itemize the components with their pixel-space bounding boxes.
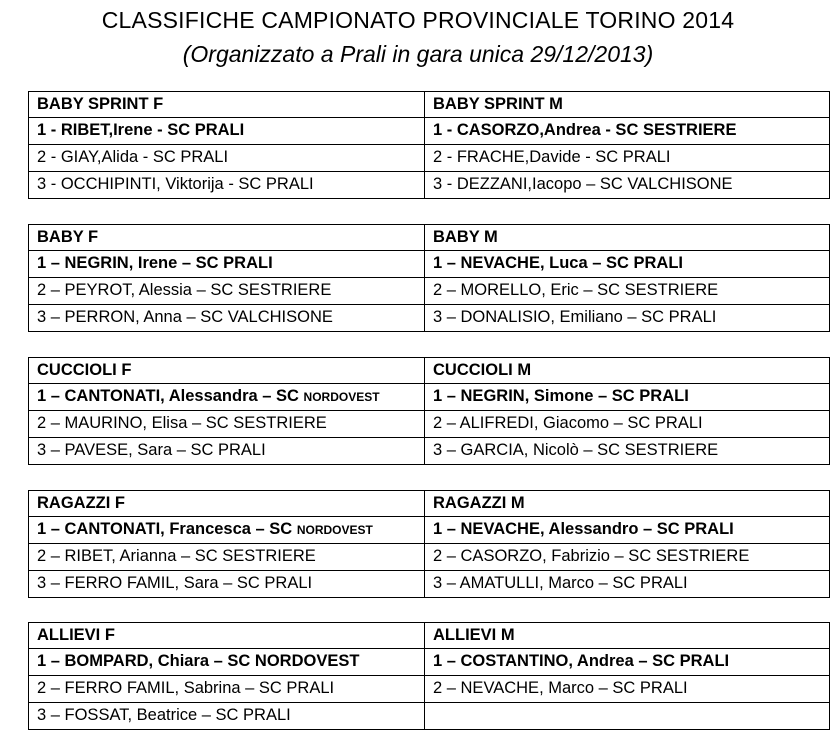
- result-male-2nd: 2 – ALIFREDI, Giacomo – SC PRALI: [425, 411, 830, 438]
- result-male-2nd: 2 – CASORZO, Fabrizio – SC SESTRIERE: [425, 544, 830, 571]
- result-row: [29, 517, 830, 544]
- result-row: [29, 172, 830, 199]
- category-title-female: BABY SPRINT F: [29, 92, 425, 118]
- category-header-row: [29, 92, 830, 118]
- result-row: [29, 411, 830, 438]
- result-row: [29, 438, 830, 465]
- category-title-female: CUCCIOLI F: [29, 358, 425, 384]
- category-title-female: RAGAZZI F: [29, 491, 425, 517]
- category-header-row: [29, 225, 830, 251]
- category-table-cuccioli: [28, 357, 830, 465]
- result-male-3rd: 3 – AMATULLI, Marco – SC PRALI: [425, 571, 830, 598]
- result-female-2nd: 2 – FERRO FAMIL, Sabrina – SC PRALI: [29, 676, 425, 703]
- result-row: [29, 676, 830, 703]
- result-female-3rd: 3 – PERRON, Anna – SC VALCHISONE: [29, 305, 425, 332]
- result-female-2nd: 2 - GIAY,Alida - SC PRALI: [29, 145, 425, 172]
- result-male-3rd: [425, 703, 830, 730]
- category-title-male: BABY M: [425, 225, 830, 251]
- result-female-3rd: 3 – PAVESE, Sara – SC PRALI: [29, 438, 425, 465]
- document-subtitle: (Organizzato a Prali in gara unica 29/12/2013): [182, 41, 654, 67]
- result-female-1st: 1 - RIBET,Irene - SC PRALI: [29, 118, 425, 145]
- result-row: [29, 118, 830, 145]
- result-row: [29, 305, 830, 332]
- result-female-1st: 1 – BOMPARD, Chiara – SC NORDOVEST: [29, 649, 425, 676]
- result-row: [29, 703, 830, 730]
- result-female-1st: 1 – CANTONATI, Alessandra – SC NORDOVEST: [29, 384, 425, 411]
- result-male-1st: 1 – NEVACHE, Alessandro – SC PRALI: [425, 517, 830, 544]
- result-male-2nd: 2 - FRACHE,Davide - SC PRALI: [425, 145, 830, 172]
- category-table-allievi: [28, 622, 830, 730]
- result-row: [29, 145, 830, 172]
- result-row: [29, 544, 830, 571]
- category-title-male: CUCCIOLI M: [425, 358, 830, 384]
- result-row: [29, 251, 830, 278]
- category-table-baby-sprint: [28, 91, 830, 199]
- result-female-1st: 1 – NEGRIN, Irene – SC PRALI: [29, 251, 425, 278]
- document-title: CLASSIFICHE CAMPIONATO PROVINCIALE TORINO 2014: [101, 7, 735, 33]
- category-title-male: RAGAZZI M: [425, 491, 830, 517]
- result-male-2nd: 2 – NEVACHE, Marco – SC PRALI: [425, 676, 830, 703]
- category-header-row: [29, 358, 830, 384]
- result-row: [29, 649, 830, 676]
- result-row: [29, 384, 830, 411]
- result-male-1st: 1 – COSTANTINO, Andrea – SC PRALI: [425, 649, 830, 676]
- result-male-1st: 1 - CASORZO,Andrea - SC SESTRIERE: [425, 118, 830, 145]
- category-table-ragazzi: [28, 490, 830, 598]
- category-title-female: ALLIEVI F: [29, 623, 425, 649]
- category-header-row: [29, 491, 830, 517]
- category-title-male: BABY SPRINT M: [425, 92, 830, 118]
- result-male-2nd: 2 – MORELLO, Eric – SC SESTRIERE: [425, 278, 830, 305]
- result-male-1st: 1 – NEVACHE, Luca – SC PRALI: [425, 251, 830, 278]
- result-row: [29, 571, 830, 598]
- result-row: [29, 278, 830, 305]
- category-title-male: ALLIEVI M: [425, 623, 830, 649]
- category-table-baby: [28, 224, 830, 332]
- result-male-3rd: 3 - DEZZANI,Iacopo – SC VALCHISONE: [425, 172, 830, 199]
- result-male-3rd: 3 – GARCIA, Nicolò – SC SESTRIERE: [425, 438, 830, 465]
- result-female-2nd: 2 – PEYROT, Alessia – SC SESTRIERE: [29, 278, 425, 305]
- result-female-2nd: 2 – RIBET, Arianna – SC SESTRIERE: [29, 544, 425, 571]
- category-title-female: BABY F: [29, 225, 425, 251]
- category-header-row: [29, 623, 830, 649]
- result-male-3rd: 3 – DONALISIO, Emiliano – SC PRALI: [425, 305, 830, 332]
- result-male-1st: 1 – NEGRIN, Simone – SC PRALI: [425, 384, 830, 411]
- result-female-1st: 1 – CANTONATI, Francesca – SC NORDOVEST: [29, 517, 425, 544]
- result-female-3rd: 3 – FERRO FAMIL, Sara – SC PRALI: [29, 571, 425, 598]
- result-female-3rd: 3 - OCCHIPINTI, Viktorija - SC PRALI: [29, 172, 425, 199]
- result-female-3rd: 3 – FOSSAT, Beatrice – SC PRALI: [29, 703, 425, 730]
- result-female-2nd: 2 – MAURINO, Elisa – SC SESTRIERE: [29, 411, 425, 438]
